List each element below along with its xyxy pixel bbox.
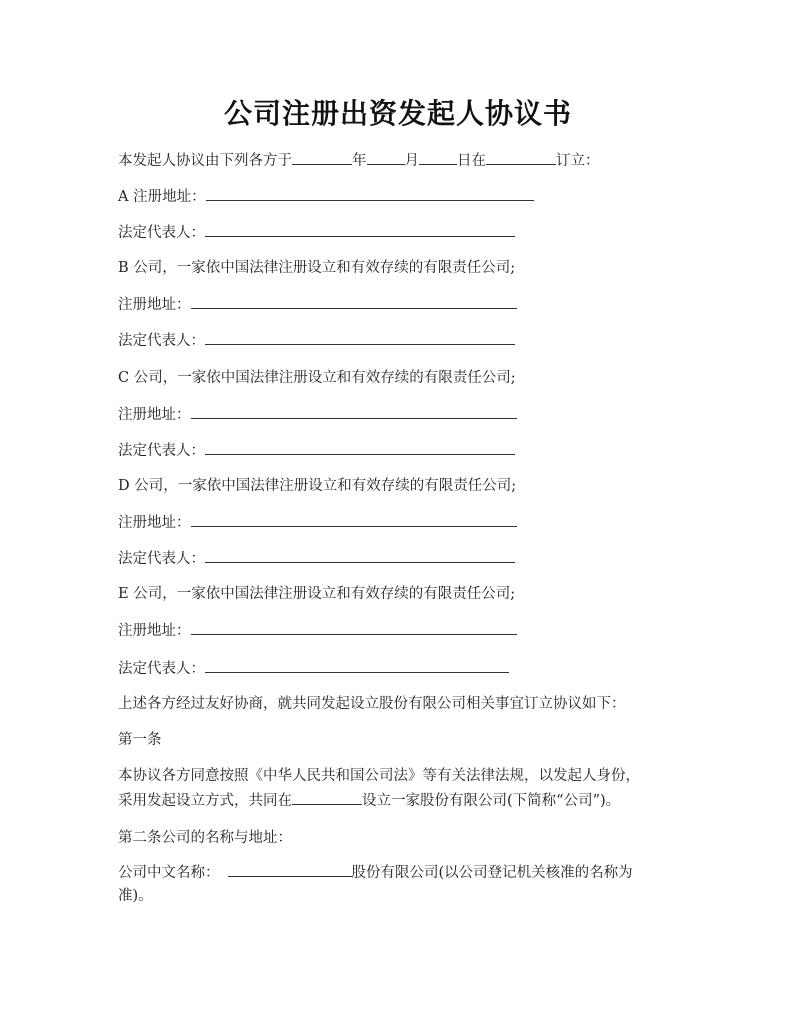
intro-signed: 订立：: [556, 153, 600, 169]
company-name-line: [118, 862, 633, 883]
party-c-address-blank[interactable]: [191, 404, 517, 419]
party-c-rep-blank[interactable]: [205, 440, 515, 455]
party-b-address-label: 注册地址：: [118, 297, 191, 313]
article-1-line-2-pre: 采用发起设立方式，共同在: [118, 793, 292, 809]
party-d-line: D 公司，一家依中国法律注册设立和有效存续的有限责任公司;: [118, 478, 517, 494]
party-e-rep-label: 法定代表人：: [118, 661, 205, 677]
agreement-intro: 上述各方经过友好协商，就共同发起设立股份有限公司相关事宜订立协议如下：: [118, 696, 626, 712]
intro-day-at: 日在: [457, 153, 486, 169]
party-b-rep-line: [118, 330, 515, 351]
company-name-end: 准)。: [118, 888, 153, 904]
party-a-rep-blank[interactable]: [205, 222, 515, 237]
party-d-rep-line: [118, 548, 515, 569]
party-b-line: B 公司，一家依中国法律注册设立和有效存续的有限责任公司;: [118, 260, 516, 276]
party-a-address-blank[interactable]: [206, 186, 534, 201]
party-a-rep-line: [118, 222, 515, 243]
article-1-heading: 第一条: [118, 732, 162, 748]
establish-place-blank[interactable]: [292, 790, 362, 805]
party-b-address-blank[interactable]: [191, 294, 517, 309]
date-day-blank[interactable]: [419, 150, 457, 165]
party-b-address-line: [118, 294, 517, 315]
party-c-rep-line: [118, 440, 515, 461]
intro-prefix: 本发起人协议由下列各方于: [118, 153, 292, 169]
date-month-blank[interactable]: [367, 150, 405, 165]
party-e-address-label: 注册地址：: [118, 623, 191, 639]
sign-place-blank[interactable]: [486, 150, 556, 165]
company-name-blank[interactable]: [228, 862, 352, 877]
party-e-line: E 公司，一家依中国法律注册设立和有效存续的有限责任公司;: [118, 586, 516, 602]
article-1-line-2-post: 设立一家股份有限公司(下简称“公司”)。: [362, 793, 621, 809]
intro-line: [118, 150, 600, 171]
party-d-rep-label: 法定代表人：: [118, 551, 205, 567]
intro-year: 年: [352, 153, 367, 169]
party-c-line: C 公司，一家依中国法律注册设立和有效存续的有限责任公司;: [118, 370, 516, 386]
party-d-address-label: 注册地址：: [118, 515, 191, 531]
party-b-rep-blank[interactable]: [205, 330, 515, 345]
party-c-address-line: [118, 404, 517, 425]
party-a-address-label: A 注册地址：: [118, 189, 206, 205]
party-c-address-label: 注册地址：: [118, 407, 191, 423]
company-name-post: 股份有限公司(以公司登记机关核准的名称为: [351, 865, 633, 881]
party-a-rep-label: 法定代表人：: [118, 225, 205, 241]
intro-month: 月: [404, 153, 419, 169]
party-e-rep-line: [118, 658, 509, 679]
document-title: 公司注册出资发起人协议书: [223, 97, 572, 130]
party-c-rep-label: 法定代表人：: [118, 443, 205, 459]
article-1-line-1: 本协议各方同意按照《中华人民共和国公司法》等有关法律法规，以发起人身份，: [118, 768, 640, 784]
party-e-rep-blank[interactable]: [205, 658, 509, 673]
date-year-blank[interactable]: [292, 150, 352, 165]
party-d-address-line: [118, 512, 517, 533]
party-d-rep-blank[interactable]: [205, 548, 515, 563]
party-b-rep-label: 法定代表人：: [118, 333, 205, 349]
company-name-label: 公司中文名称：: [118, 865, 220, 881]
article-2-heading: 第二条公司的名称与地址：: [118, 830, 292, 846]
party-a-address-line: [118, 186, 534, 207]
party-e-address-line: [118, 620, 517, 641]
party-d-address-blank[interactable]: [191, 512, 517, 527]
article-1-line-2: [118, 790, 620, 811]
party-e-address-blank[interactable]: [191, 620, 517, 635]
